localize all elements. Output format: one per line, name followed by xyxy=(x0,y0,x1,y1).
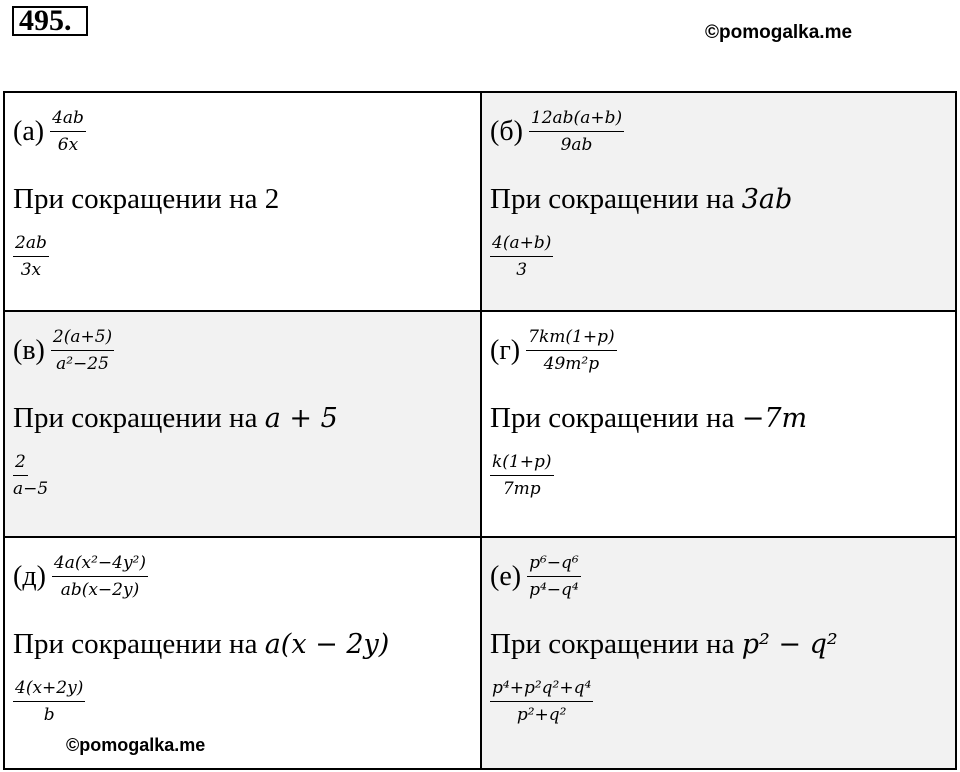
cell-letter: (а) xyxy=(13,115,45,147)
watermark-bottom: ©pomogalka.me xyxy=(66,735,206,755)
expression-numerator: p⁶−q⁶ xyxy=(527,553,581,577)
expression-denominator: 49m²p xyxy=(543,354,600,374)
reduction-sentence xyxy=(13,183,279,216)
expression-numerator: 4ab xyxy=(50,108,86,132)
reduction-sentence xyxy=(13,628,389,661)
expression-numerator: 7km(1+p) xyxy=(526,327,616,351)
cell-a xyxy=(5,93,482,312)
expression-denominator: a²−25 xyxy=(56,354,109,374)
reduction-factor: a + 5 xyxy=(264,403,338,434)
expression-numerator: 12ab(a+b) xyxy=(529,108,624,132)
reduction-sentence xyxy=(13,402,338,435)
sentence-text: При сокращении на xyxy=(13,183,265,215)
reduction-sentence xyxy=(490,183,792,216)
sentence-text: При сокращении на xyxy=(490,183,742,215)
result-fraction xyxy=(13,678,85,725)
cell-e xyxy=(482,538,957,770)
result-numerator: 2 xyxy=(13,452,28,476)
expression-fraction xyxy=(52,553,148,600)
problem-number: 495. xyxy=(12,6,88,36)
result-fraction xyxy=(13,452,48,499)
reduction-factor: p² − q² xyxy=(741,629,838,660)
result-denominator: a−5 xyxy=(13,479,49,499)
sentence-text: При сокращении на xyxy=(490,628,742,660)
expression-fraction xyxy=(529,108,624,155)
sentence-text: При сокращении на xyxy=(13,402,265,434)
result-numerator: 4(x+2y) xyxy=(13,678,85,702)
expression-denominator: p⁴−q⁴ xyxy=(529,580,579,600)
expression-fraction xyxy=(50,108,86,155)
result-denominator: 3 xyxy=(516,260,528,280)
expression-fraction xyxy=(51,327,114,374)
reduction-factor: 3ab xyxy=(741,184,793,215)
expression-numerator: 2(a+5) xyxy=(51,327,114,351)
result-fraction xyxy=(490,452,554,499)
expression-denominator: 6x xyxy=(57,135,79,155)
cell-v xyxy=(5,312,482,538)
sentence-text: При сокращении на xyxy=(490,402,742,434)
reduction-sentence xyxy=(490,628,838,661)
cell-letter: (е) xyxy=(490,560,522,592)
cell-letter: (г) xyxy=(490,334,521,366)
solutions-table xyxy=(3,91,957,770)
expression-numerator: 4a(x²−4y²) xyxy=(52,553,148,577)
cell-letter: (д) xyxy=(13,560,46,592)
result-denominator: 7mp xyxy=(502,479,541,499)
result-numerator: p⁴+p²q²+q⁴ xyxy=(490,678,593,702)
result-denominator: b xyxy=(43,705,55,725)
result-fraction xyxy=(490,678,593,725)
cell-b xyxy=(482,93,957,312)
expression-fraction xyxy=(527,553,581,600)
result-fraction xyxy=(13,233,49,280)
result-denominator: p²+q² xyxy=(516,705,567,725)
cell-letter: (б) xyxy=(490,115,523,147)
reduction-factor: −7m xyxy=(741,403,808,434)
cell-g xyxy=(482,312,957,538)
result-numerator: 2ab xyxy=(13,233,49,257)
reduction-factor: 2 xyxy=(264,183,280,215)
result-fraction xyxy=(490,233,553,280)
reduction-factor: a(x − 2y) xyxy=(264,629,390,660)
cell-letter: (в) xyxy=(13,334,45,366)
expression-fraction xyxy=(526,327,616,374)
result-numerator: k(1+p) xyxy=(490,452,554,476)
reduction-sentence xyxy=(490,402,807,435)
sentence-text: При сокращении на xyxy=(13,628,265,660)
result-numerator: 4(a+b) xyxy=(490,233,553,257)
watermark-top: ©pomogalka.me xyxy=(705,22,853,43)
expression-denominator: ab(x−2y) xyxy=(60,580,140,600)
result-denominator: 3x xyxy=(20,260,42,280)
expression-denominator: 9ab xyxy=(560,135,593,155)
